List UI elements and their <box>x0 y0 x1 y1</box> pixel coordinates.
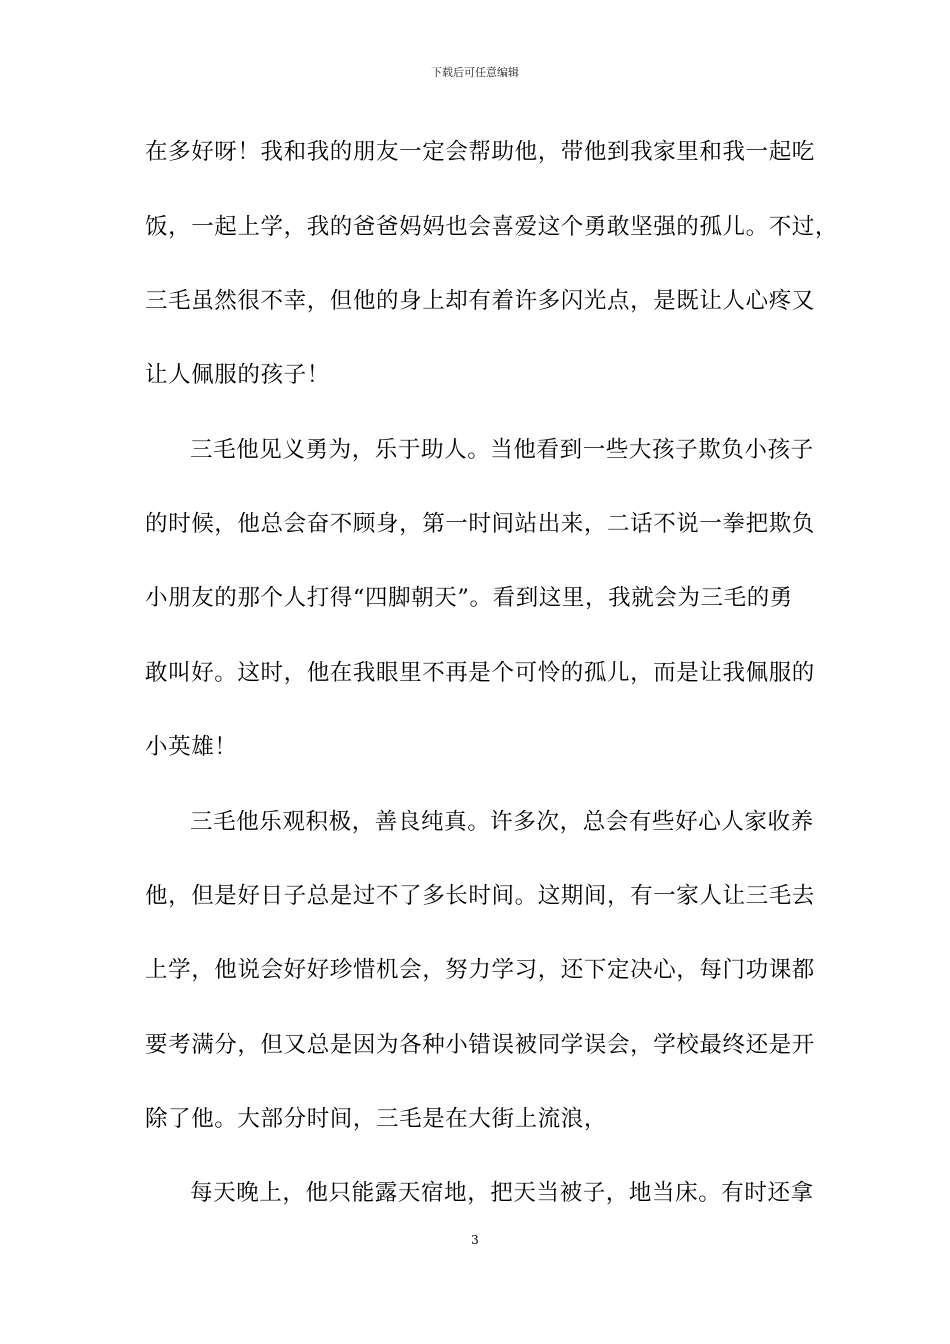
paragraph-first-line: 三毛他乐观积极，善良纯真。许多次，总会有些好心人家收养 <box>190 809 814 835</box>
paragraph-first-line: 三毛他见义勇为，乐于助人。当他看到一些大孩子欺负小孩子 <box>190 437 814 463</box>
page-number: 3 <box>471 1233 479 1247</box>
page-header: 下载后可任意编辑 <box>431 66 519 79</box>
paragraph-first-line: 每天晚上，他只能露天宿地，把天当被子，地当床。有时还拿 <box>190 1180 814 1206</box>
text-line: 在多好呀！我和我的朋友一定会帮助他，带他到我家里和我一起吃 <box>145 139 815 165</box>
text-line: 小英雄！ <box>145 734 238 760</box>
text-line: 除了他。大部分时间，三毛是在大街上流浪， <box>145 1106 608 1132</box>
text-line: 要考满分，但又总是因为各种小错误被同学误会，学校最终还是开 <box>145 1032 815 1058</box>
text-line: 小朋友的那个人打得“四脚朝天”。看到这里，我就会为三毛的勇 <box>145 585 793 611</box>
text-line: 三毛虽然很不幸，但他的身上却有着许多闪光点，是既让人心疼又 <box>145 288 815 314</box>
text-line: 上学，他说会好好珍惜机会，努力学习，还下定决心，每门功课都 <box>145 957 815 983</box>
text-line: 敢叫好。这时，他在我眼里不再是个可怜的孤儿，而是让我佩服的 <box>145 660 815 686</box>
text-line: 让人佩服的孩子！ <box>145 362 330 388</box>
text-line: 的时候，他总会奋不顾身，第一时间站出来，二话不说一拳把欺负 <box>145 511 815 537</box>
text-line: 饭，一起上学，我的爸爸妈妈也会喜爱这个勇敢坚强的孤儿。不过， <box>145 214 839 240</box>
text-line: 他，但是好日子总是过不了多长时间。这期间，有一家人让三毛去 <box>145 883 815 909</box>
